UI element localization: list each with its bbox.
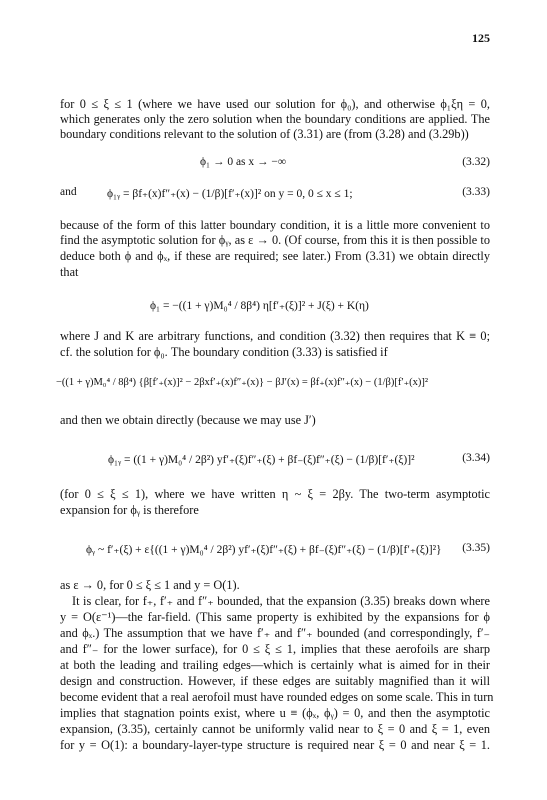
equation-number: (3.33) [462, 186, 490, 198]
equation-boundary-condition: −((1 + γ)M₀⁴ / 8β⁴) {β[f′₊(x)]² − 2βxf′₊(x)f″₊(x)} − βJ′(x) = βf₊(x)f″₊(x) − (1/β)[f′₊(x)]² [56, 377, 429, 388]
text-line: deduce both ϕ and ϕₓ, if these are required; see later.) From (3.31) we obtain directly [60, 249, 490, 263]
text-line: and then we obtain directly (because we may use J′) [60, 413, 316, 427]
text-line: become evident that a real aerofoil must have rounded edges on some scale. This in turn [60, 690, 494, 704]
text-line: implies that stagnation points exist, where u ≡ (ϕₓ, ϕᵧ) = 0, and then the asymptotic [60, 706, 490, 720]
text-line: and ϕₓ.) The assumption that we have f′₊ and f″₊ bounded (and correspondingly, f′₋ [60, 626, 490, 640]
text-line: design and construction. However, if these edges are suitably magnified than it will [60, 674, 490, 688]
text-line: at both the leading and trailing edges—which is certainly what is aimed for in their [60, 658, 490, 672]
text-line: (for 0 ≤ ξ ≤ 1), where we have written η ~ ξ = 2βy. The two-term asymptotic [60, 487, 490, 501]
text-line: expansion for ϕᵧ is therefore [60, 503, 199, 517]
page-number: 125 [472, 31, 490, 45]
text-line: which generates only the zero solution when the boundary conditions are applied. The [60, 112, 490, 126]
equation-number: (3.34) [462, 452, 490, 464]
equation-text: and [60, 186, 77, 198]
equation-3-34: ϕ₁ᵧ = ((1 + γ)M₀⁴ / 2β²) yf′₊(ξ)f″₊(ξ) + βf₋(ξ)f″₊(ξ) − (1/β)[f′₊(ξ)]² [108, 454, 415, 466]
text-line: that [60, 265, 79, 279]
equation-3-35: ϕᵧ ~ f′₊(ξ) + ε{((1 + γ)M₀⁴ / 2β²) yf′₊(ξ)f″₊(ξ) + βf₋(ξ)f″₊(ξ) − (1/β)[f′₊(ξ)]²} [86, 544, 442, 556]
text-line: for 0 ≤ ξ ≤ 1 (where we have used our solution for ϕ₀), and otherwise ϕ₁ξη = 0, [60, 97, 490, 111]
equation-number: (3.35) [462, 542, 490, 554]
text-line: boundary conditions relevant to the solution of (3.31) are (from (3.28) and (3.29b)) [60, 127, 469, 141]
text-line: expansion, (3.35), certainly cannot be uniformly valid near to ξ = 0 and ξ = 1, even [60, 722, 490, 736]
text-line: It is clear, for f₊, f′₊ and f″₊ bounded, that the expansion (3.35) breaks down where [72, 594, 490, 608]
equation-number: (3.32) [462, 156, 490, 168]
text-line: and f″₋ for the lower surface), for 0 ≤ ξ ≤ 1, implies that these aerofoils are sharp [60, 642, 490, 656]
text-line: where J and K are arbitrary functions, and condition (3.32) then requires that K ≡ 0; [60, 329, 490, 343]
text-line: because of the form of this latter boundary condition, it is a little more convenient to [60, 218, 490, 232]
equation-3-32: ϕ₁ → 0 as x → −∞ [200, 156, 287, 168]
text-line: cf. the solution for ϕ₀. The boundary condition (3.33) is satisfied if [60, 345, 388, 359]
equation-3-33: ϕ₁ᵧ = βf₊(x)f″₊(x) − (1/β)[f′₊(x)]² on y = 0, 0 ≤ x ≤ 1; [107, 188, 353, 200]
text-line: for y = O(1): a boundary-layer-type structure is required near ξ = 0 and near ξ = 1. [60, 738, 490, 752]
equation-phi1: ϕ₁ = −((1 + γ)M₀⁴ / 8β⁴) η[f′₊(ξ)]² + J(ξ) + K(η) [150, 300, 369, 312]
text-line: find the asymptotic solution for ϕᵧ, as ε → 0. (Of course, from this it is then possible to [60, 233, 490, 247]
text-line: y = O(ε⁻¹)—the far-field. (This same property is exhibited by the expansions for ϕ [60, 610, 490, 624]
text-line: as ε → 0, for 0 ≤ ξ ≤ 1 and y = O(1). [60, 578, 240, 592]
